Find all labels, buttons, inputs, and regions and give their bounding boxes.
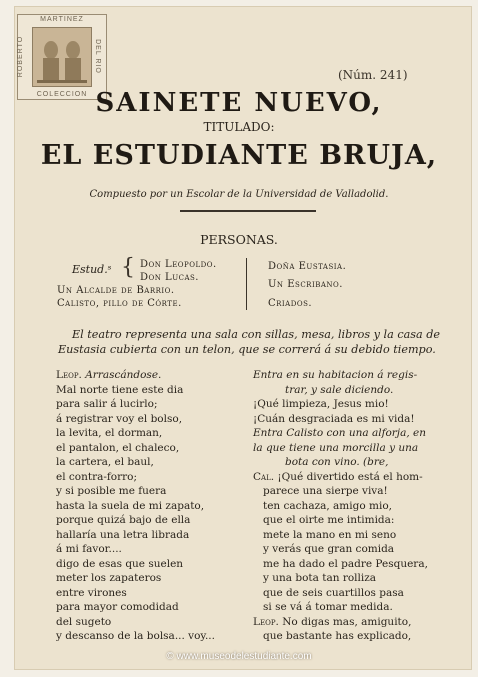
line-text: la cartera, el baul, [56, 456, 154, 468]
line-text: trar, y sale diciendo. [285, 383, 394, 396]
line-text: Entra Calisto con una alforja, en [253, 427, 426, 439]
line-text: ¡Qué limpieza, Jesus mio! [253, 398, 389, 410]
line-text: la levita, el dorman, [56, 427, 163, 439]
dialogue-line [253, 513, 448, 528]
dialogue-line [56, 586, 246, 601]
scene-line: El teatro representa una sala con sillas, mesa, libros y la casa de [72, 328, 441, 341]
dialogue-line [253, 441, 448, 456]
personas-divider [246, 258, 247, 310]
line-text: para salir á lucirlo; [56, 398, 158, 410]
dialogue-line [253, 615, 448, 630]
personas-heading: PERSONAS. [200, 232, 278, 247]
dialogue-line [253, 412, 448, 427]
speaker-label: Cal. [253, 470, 278, 483]
dialogue-line [253, 571, 448, 586]
dialogue-line [253, 397, 448, 412]
character-left: Don Lucas. [140, 272, 199, 283]
scene-line: Eustasia cubierta con un telon, que se correrá á su debido tiempo. [58, 343, 436, 356]
line-text: que bastante has explicado, [263, 630, 412, 642]
line-text: hasta la suela de mi zapato, [56, 499, 205, 512]
dialogue-line [253, 455, 448, 470]
dialogue-line [56, 397, 246, 412]
line-text: ¡Cuán desgraciada es mi vida! [253, 412, 415, 425]
scene-direction [58, 327, 443, 357]
dialogue-line [253, 586, 448, 601]
author-subtitle: Compuesto por un Escolar de la Universidad de Valladolid. [89, 189, 389, 200]
line-text: y verás que gran comida [263, 543, 395, 555]
dialogue-line [56, 629, 246, 644]
line-text: del sugeto [56, 615, 112, 628]
play-number: (Núm. 241) [338, 68, 408, 82]
dialogue-line [56, 383, 246, 398]
dialogue-line [56, 441, 246, 456]
line-text: parece una sierpe viva! [263, 485, 388, 497]
dialogue-line [56, 513, 246, 528]
dialogue-line [56, 484, 246, 499]
brace-glyph: { [121, 255, 135, 280]
dialogue-line [253, 383, 448, 398]
dialogue-line [253, 499, 448, 514]
estud-label: Estud.ˢ [72, 263, 112, 276]
dialogue-line [253, 542, 448, 557]
watermark-text: © www.museodelestudiante.com [166, 651, 312, 662]
dialogue-line [56, 426, 246, 441]
line-text: si se vá á tomar medida. [263, 601, 393, 613]
line-text: ten cachaza, amigo mio, [263, 499, 392, 512]
dialogue-line [56, 571, 246, 586]
line-text: meter los zapateros [56, 572, 162, 584]
line-text: á mi favor.... [56, 543, 122, 555]
line-text: Entra en su habitacion á regis- [253, 369, 418, 381]
character-right: Doña Eustasia. [268, 261, 347, 272]
line-text: y si posible me fuera [56, 485, 167, 497]
dialogue-line [56, 412, 246, 427]
line-text: para mayor comodidad [56, 601, 179, 613]
line-text: y descanso de la bolsa... voy... [56, 630, 215, 642]
stamp-left-text: ROBERTO [17, 35, 25, 78]
left-dialogue-column [56, 368, 246, 644]
dialogue-line [253, 426, 448, 441]
dialogue-line [56, 499, 246, 514]
stamp-emblem-image [32, 27, 92, 87]
page-title: SAINETE NUEVO, [95, 88, 383, 118]
play-title: EL ESTUDIANTE BRUJA, [40, 140, 438, 171]
dialogue-line [253, 557, 448, 572]
line-text: á registrar voy el bolso, [56, 412, 183, 425]
character-left: Calisto, pillo de Córte. [57, 298, 182, 309]
line-text: mete la mano en mi seno [263, 528, 397, 541]
line-text: entre virones [56, 586, 127, 599]
dialogue-line [56, 470, 246, 485]
stamp-top-text: MARTINEZ [40, 16, 84, 23]
line-text: que de seis cuartillos pasa [263, 586, 404, 599]
character-left: Un Alcalde de Barrio. [57, 285, 175, 296]
line-text: Arrascándose. [85, 369, 162, 381]
dialogue-line [56, 528, 246, 543]
dialogue-line [56, 615, 246, 630]
line-text: y una bota tan rolliza [263, 572, 377, 584]
decorative-rule [180, 210, 316, 212]
line-text: No digas mas, amiguito, [282, 615, 412, 628]
line-text: me ha dado el padre Pesquera, [263, 557, 428, 570]
line-text: la que tiene una morcilla y una [253, 441, 419, 454]
line-text: el contra-forro; [56, 470, 138, 483]
stamp-bottom-text: COLECCION [36, 91, 88, 98]
line-text: digo de esas que suelen [56, 557, 184, 570]
line-text: Mal norte tiene este dia [56, 383, 184, 396]
right-dialogue-column [253, 368, 448, 644]
character-left: Don Leopoldo. [140, 259, 217, 270]
character-right: Un Escribano. [268, 279, 343, 290]
speaker-label: Leop. [253, 615, 283, 628]
dialogue-line [253, 629, 448, 644]
speaker-label: Leop. [56, 369, 86, 381]
dialogue-line [56, 542, 246, 557]
line-text: el pantalon, el chaleco, [56, 441, 180, 454]
dialogue-line [253, 528, 448, 543]
dialogue-line [253, 600, 448, 615]
line-text: bota con vino. (bre, [285, 456, 389, 468]
dialogue-line [253, 368, 448, 383]
titulado-label: TITULADO: [203, 120, 275, 134]
line-text: porque quizá bajo de ella [56, 514, 191, 526]
line-text: hallaría una letra librada [56, 528, 190, 541]
dialogue-line [56, 368, 246, 383]
dialogue-line [56, 455, 246, 470]
dialogue-line [56, 557, 246, 572]
line-text: ¡Qué divertido está el hom- [277, 470, 423, 483]
dialogue-line [253, 470, 448, 485]
dialogue-line [253, 484, 448, 499]
line-text: que el oirte me intimida: [263, 514, 395, 526]
character-right: Criados. [268, 298, 313, 309]
stamp-right-text: DEL RIO [94, 39, 102, 74]
dialogue-line [56, 600, 246, 615]
